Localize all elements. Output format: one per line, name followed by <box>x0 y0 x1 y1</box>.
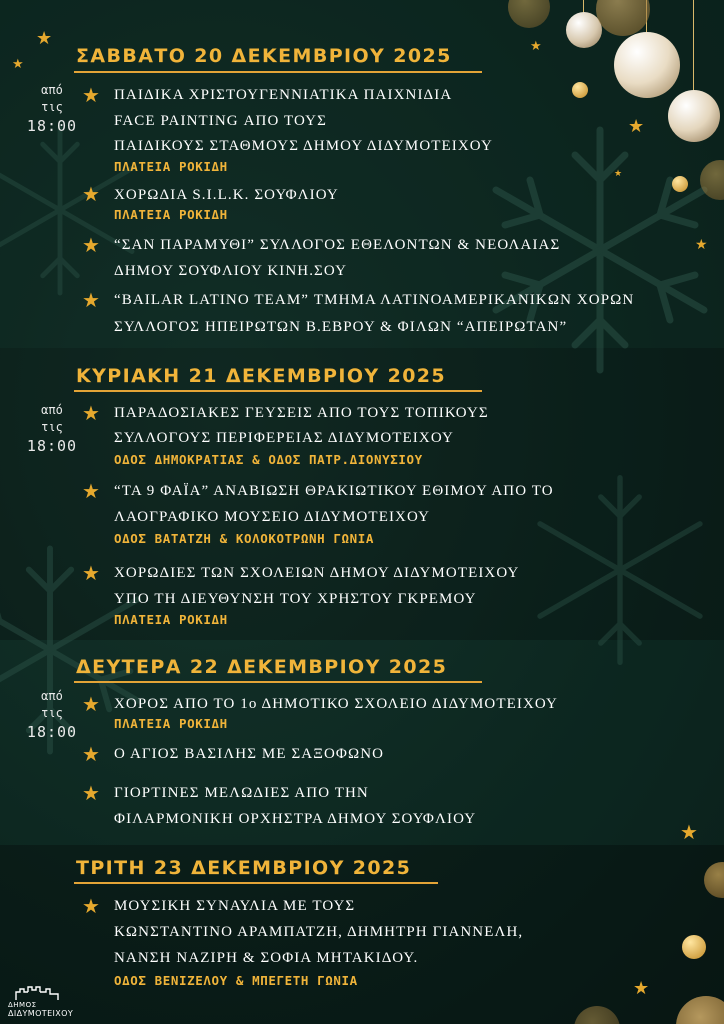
event-line: ΣΥΛΛΟΓΟΥΣ ΠΕΡΙΦΕΡΕΙΑΣ ΔΙΔΥΜΟΤΕΙΧΟΥ <box>114 430 454 446</box>
star-icon: ★ <box>82 401 100 425</box>
castle-icon <box>14 985 60 1001</box>
star-icon: ★ <box>82 182 100 206</box>
event-location: ΟΔΟΣ ΔΗΜΟΚΡΑΤΙΑΣ & ΟΔΟΣ ΠΑΤΡ.ΔΙΟΝΥΣΙΟΥ <box>114 452 423 467</box>
time-label <box>14 402 90 456</box>
event-line: ΔΗΜΟΥ ΣΟΥΦΛΙΟΥ ΚΙΝΗ.ΣΟΥ <box>114 263 348 279</box>
ornament-icon <box>672 176 688 192</box>
star-icon: ★ <box>36 28 53 49</box>
event-line: “ΣΑΝ ΠΑΡΑΜΥΘΙ” ΣΥΛΛΟΓΟΣ ΕΘΕΛΟΝΤΩΝ & ΝΕΟΛΑΙΑΣ <box>114 237 561 253</box>
title-underline <box>74 882 438 884</box>
star-icon: ★ <box>12 57 24 72</box>
time-article: τις <box>41 100 63 114</box>
event-location: ΠΛΑΤΕΙΑ ΡΟΚΙΔΗ <box>114 159 228 174</box>
event-line: ΜΟΥΣΙΚΗ ΣΥΝΑΥΛΙΑ ΜΕ ΤΟΥΣ <box>114 898 356 914</box>
ornament-icon <box>614 32 680 98</box>
event-line: “BAILAR LATINO TEAM” ΤΜΗΜΑ ΛΑΤΙΝΟΑΜΕΡΙΚΑΝΙΚΩΝ ΧΟΡΩΝ <box>114 292 635 308</box>
star-icon: ★ <box>695 237 708 253</box>
municipality-logo <box>8 985 78 1018</box>
event-line: Ο ΑΓΙΟΣ ΒΑΣΙΛΗΣ ΜΕ ΣΑΞΟΦΩΝΟ <box>114 746 385 762</box>
time-label <box>14 688 90 742</box>
event-line: ΝΑΝΣΗ ΝΑΖΙΡΗ & ΣΟΦΙΑ ΜΗΤΑΚΙΔΟΥ. <box>114 950 419 966</box>
star-icon: ★ <box>614 169 623 179</box>
star-icon: ★ <box>82 479 100 503</box>
time-from: από <box>41 689 63 703</box>
event-location: ΠΛΑΤΕΙΑ ΡΟΚΙΔΗ <box>114 716 228 731</box>
ornament-icon <box>682 935 706 959</box>
logo-name-text: ΔΙΔΥΜΟΤΕΙΧΟΥ <box>8 1009 74 1018</box>
title-underline <box>74 681 482 683</box>
event-line: ΓΙΟΡΤΙΝΕΣ ΜΕΛΩΔΙΕΣ ΑΠΟ ΤΗΝ <box>114 785 369 801</box>
time-hour: 18:00 <box>26 117 78 135</box>
event-line: ΠΑΙΔΙΚΟΥΣ ΣΤΑΘΜΟΥΣ ΔΗΜΟΥ ΔΙΔΥΜΟΤΕΙΧΟΥ <box>114 138 493 154</box>
star-icon: ★ <box>680 820 698 844</box>
event-line: FACE PAINTING ΑΠΟ ΤΟΥΣ <box>114 113 327 129</box>
star-icon: ★ <box>628 116 645 137</box>
star-icon: ★ <box>530 39 542 54</box>
time-from: από <box>41 403 63 417</box>
star-icon: ★ <box>633 978 650 999</box>
event-line: “ΤΑ 9 ΦΑΪΑ” ΑΝΑΒΙΩΣΗ ΘΡΑΚΙΩΤΙΚΟΥ ΕΘΙΜΟΥ ΑΠΟ ΤΟ <box>114 483 554 499</box>
ornament-icon <box>668 90 720 142</box>
event-location: ΟΔΟΣ ΒΑΤΑΤΖΗ & ΚΟΛΟΚΟΤΡΩΝΗ ΓΩΝΙΑ <box>114 531 375 546</box>
event-line: ΠΑΡΑΔΟΣΙΑΚΕΣ ΓΕΥΣΕΙΣ ΑΠΟ ΤΟΥΣ ΤΟΠΙΚΟΥΣ <box>114 405 489 421</box>
event-line: ΠΑΙΔΙΚΑ ΧΡΙΣΤΟΥΓΕΝΝΙΑΤΙΚΑ ΠΑΙΧΝΙΔΙΑ <box>114 87 453 103</box>
time-article: τις <box>41 706 63 720</box>
day-title: ΤΡΙΤΗ 23 ΔΕΚΕΜΒΡΙΟΥ 2025 <box>76 857 412 879</box>
event-location: ΠΛΑΤΕΙΑ ΡΟΚΙΔΗ <box>114 612 228 627</box>
star-icon: ★ <box>82 288 100 312</box>
day-title: ΚΥΡΙΑΚΗ 21 ΔΕΚΕΜΒΡΙΟΥ 2025 <box>76 365 447 387</box>
event-line: ΧΟΡΟΣ ΑΠΟ ΤΟ 1ο ΔΗΜΟΤΙΚΟ ΣΧΟΛΕΙΟ ΔΙΔΥΜΟΤΕΙΧΟΥ <box>114 696 558 712</box>
snowflake-icon <box>520 470 720 670</box>
time-hour: 18:00 <box>26 437 78 455</box>
event-line: ΦΙΛΑΡΜΟΝΙΚΗ ΟΡΧΗΣΤΡΑ ΔΗΜΟΥ ΣΟΥΦΛΙΟΥ <box>114 811 477 827</box>
day-title: ΔΕΥΤΕΡΑ 22 ΔΕΚΕΜΒΡΙΟΥ 2025 <box>76 656 448 678</box>
event-line: ΣΥΛΛΟΓΟΣ ΗΠΕΙΡΩΤΩΝ Β.ΕΒΡΟΥ & ΦΙΛΩΝ “ΑΠΕΙΡΩΤΑΝ” <box>114 319 568 335</box>
event-line: ΚΩΝΣΤΑΝΤΙΝΟ ΑΡΑΜΠΑΤΖΗ, ΔΗΜΗΤΡΗ ΓΙΑΝΝΕΛΗ, <box>114 924 524 940</box>
star-icon: ★ <box>82 233 100 257</box>
star-icon: ★ <box>82 692 100 716</box>
time-hour: 18:00 <box>26 723 78 741</box>
star-icon: ★ <box>82 742 100 766</box>
event-location: ΠΛΑΤΕΙΑ ΡΟΚΙΔΗ <box>114 207 228 222</box>
time-from: από <box>41 83 63 97</box>
event-line: ΧΟΡΩΔΙΑ S.I.L.K. ΣΟΥΦΛΙΟΥ <box>114 187 339 203</box>
event-line: ΧΟΡΩΔΙΕΣ ΤΩΝ ΣΧΟΛΕΙΩΝ ΔΗΜΟΥ ΔΙΔΥΜΟΤΕΙΧΟΥ <box>114 565 520 581</box>
star-icon: ★ <box>82 561 100 585</box>
star-icon: ★ <box>82 781 100 805</box>
time-label <box>14 82 90 136</box>
ornament-icon <box>572 82 588 98</box>
star-icon: ★ <box>82 83 100 107</box>
event-line: ΛΑΟΓΡΑΦΙΚΟ ΜΟΥΣΕΙΟ ΔΙΔΥΜΟΤΕΙΧΟΥ <box>114 509 431 525</box>
title-underline <box>74 71 482 73</box>
logo-top-text: ΔΗΜΟΣ <box>8 1001 37 1009</box>
event-location: ΟΔΟΣ ΒΕΝΙΖΕΛΟΥ & ΜΠΕΓΕΤΗ ΓΩΝΙΑ <box>114 973 358 988</box>
star-icon: ★ <box>82 894 100 918</box>
time-article: τις <box>41 420 63 434</box>
event-line: ΥΠΟ ΤΗ ΔΙΕΥΘΥΝΣΗ ΤΟΥ ΧΡΗΣΤΟΥ ΓΚΡΕΜΟΥ <box>114 591 477 607</box>
ornament-string <box>693 0 694 92</box>
title-underline <box>74 390 482 392</box>
day-title: ΣΑΒΒΑΤΟ 20 ΔΕΚΕΜΒΡΙΟΥ 2025 <box>76 45 452 67</box>
